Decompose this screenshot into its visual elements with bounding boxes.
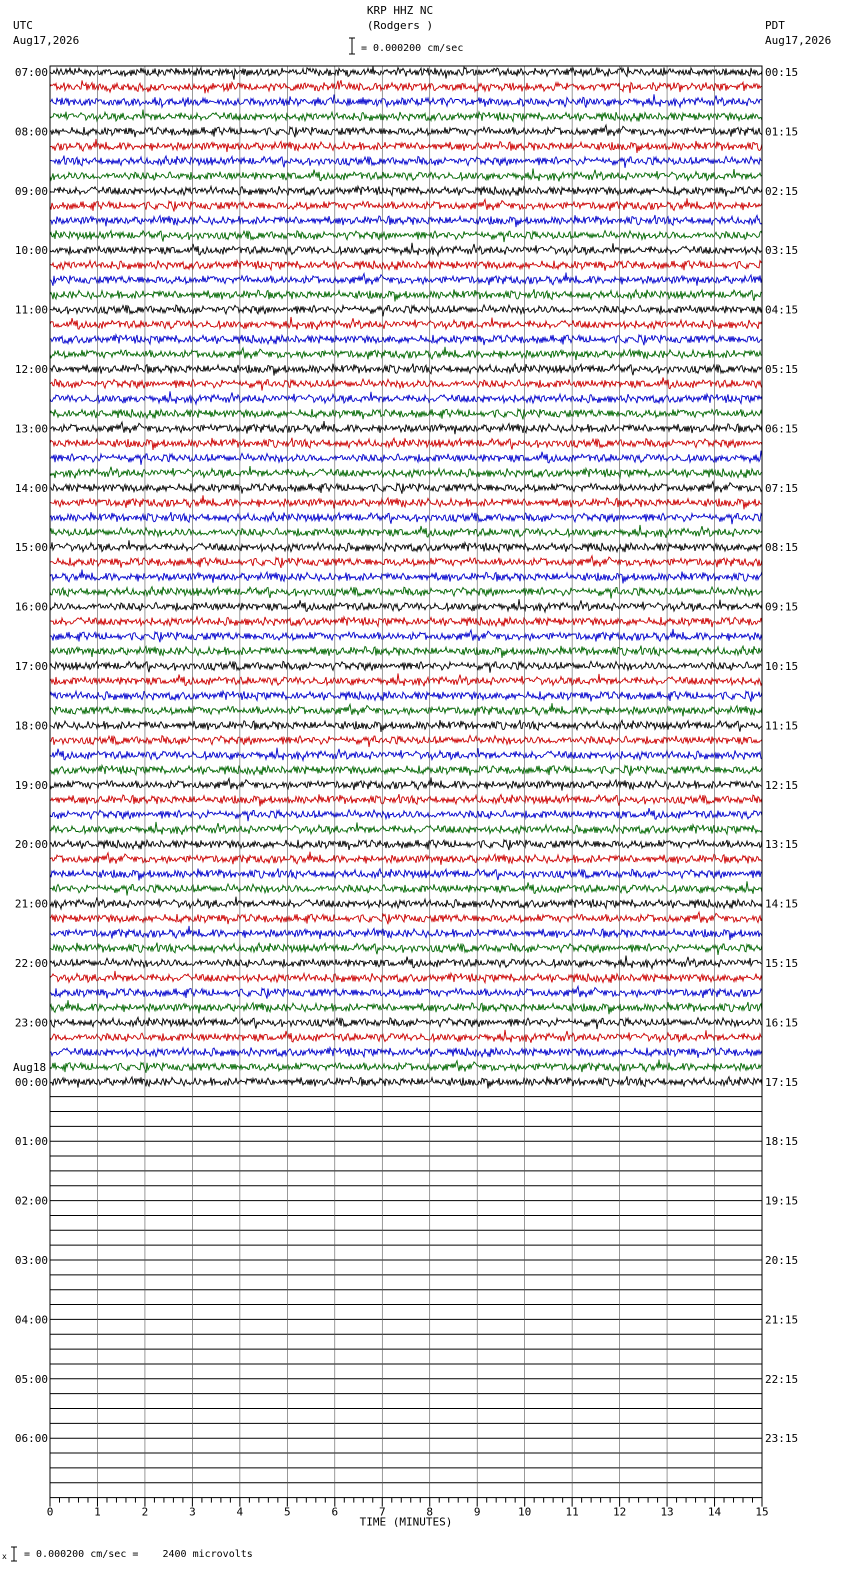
- x-tick-label: 14: [707, 1505, 722, 1519]
- seismic-trace: [50, 570, 762, 584]
- seismic-trace: [50, 703, 762, 716]
- utc-hour-label: 05:00: [14, 1372, 48, 1386]
- seismic-trace: [50, 482, 762, 494]
- pdt-hour-label: 04:15: [765, 303, 799, 317]
- seismic-trace: [50, 868, 762, 880]
- pdt-hour-label: 17:15: [765, 1075, 799, 1089]
- seismic-trace: [50, 66, 762, 79]
- utc-hour-label: 08:00: [14, 125, 48, 139]
- pdt-hour-label: 16:15: [765, 1016, 799, 1030]
- seismic-trace: [50, 808, 762, 821]
- x-tick-label: 12: [612, 1505, 627, 1519]
- seismic-trace: [50, 673, 762, 686]
- utc-hour-label: 03:00: [14, 1254, 48, 1267]
- seismic-trace: [50, 881, 762, 895]
- seismic-trace: [50, 691, 762, 702]
- seismic-trace: [50, 777, 762, 790]
- seismic-trace: [50, 599, 762, 612]
- utc-hour-label: 22:00: [14, 957, 48, 970]
- pdt-hour-label: 07:15: [765, 481, 799, 495]
- seismic-trace: [50, 986, 762, 998]
- pdt-hour-label: 20:15: [765, 1254, 799, 1267]
- pdt-hour-label: 14:15: [765, 897, 799, 911]
- seismic-trace: [50, 661, 762, 672]
- utc-hour-label: 21:00: [14, 897, 48, 911]
- seismic-trace: [50, 169, 762, 182]
- x-tick-label: 15: [755, 1505, 769, 1519]
- pdt-hour-label: 22:15: [765, 1372, 799, 1386]
- seismic-trace: [50, 840, 762, 850]
- pdt-hour-label: 19:15: [765, 1194, 799, 1208]
- utc-hour-label: 16:00: [14, 600, 48, 614]
- pdt-hour-label: 00:15: [765, 66, 799, 79]
- seismic-trace: [50, 512, 762, 524]
- seismic-trace: [50, 1048, 762, 1058]
- seismic-trace: [50, 421, 762, 434]
- utc-hour-label: 09:00: [14, 184, 48, 198]
- pdt-hour-label: 09:15: [765, 600, 799, 614]
- seismic-trace: [50, 364, 762, 376]
- footer-scale-note: = 0.000200 cm/sec = 2400 microvolts: [24, 1549, 253, 1560]
- seismic-trace: [50, 1017, 762, 1029]
- pdt-hour-label: 23:15: [765, 1432, 799, 1446]
- seismic-trace: [50, 273, 762, 286]
- x-tick-label: 1: [94, 1505, 101, 1519]
- station-location: (Rodgers ): [366, 19, 434, 32]
- seismic-trace: [50, 912, 762, 924]
- pdt-hour-label: 02:15: [765, 184, 799, 198]
- seismic-trace: [50, 261, 762, 271]
- seismic-trace: [50, 1060, 762, 1073]
- x-tick-label: 13: [660, 1505, 674, 1519]
- seismic-trace: [50, 629, 762, 642]
- pdt-hour-label: 08:15: [765, 541, 799, 555]
- x-tick-label: 7: [378, 1505, 386, 1519]
- seismic-trace: [50, 198, 762, 211]
- x-axis-label: TIME (MINUTES): [359, 1515, 453, 1529]
- seismic-trace: [50, 794, 762, 806]
- seismic-trace: [50, 243, 762, 256]
- utc-hour-label: 10:00: [14, 244, 48, 258]
- x-tick-label: 8: [426, 1505, 434, 1519]
- utc-hour-label: 17:00: [14, 660, 48, 673]
- utc-hour-label: 14:00: [14, 481, 48, 495]
- utc-hour-label: 01:00: [14, 1135, 48, 1149]
- x-tick-label: 2: [141, 1505, 149, 1519]
- utc-hour-label: 20:00: [14, 838, 48, 852]
- seismic-trace: [50, 617, 762, 627]
- seismic-trace: [50, 748, 762, 761]
- seismic-trace: [50, 80, 762, 93]
- pdt-hour-label: 21:15: [765, 1313, 799, 1327]
- seismic-trace: [50, 451, 762, 465]
- seismic-trace: [50, 1076, 762, 1088]
- right-timezone: PDT: [765, 19, 785, 32]
- seismic-trace: [50, 1030, 762, 1043]
- utc-hour-label: 11:00: [14, 303, 48, 317]
- seismic-trace: [50, 587, 762, 599]
- pdt-hour-label: 13:15: [765, 838, 799, 852]
- seismic-trace: [50, 125, 762, 137]
- left-date: Aug17,2026: [13, 34, 80, 47]
- pdt-hour-label: 10:15: [765, 660, 799, 673]
- seismic-trace: [50, 956, 762, 969]
- seismic-trace: [50, 525, 762, 538]
- pdt-hour-label: 11:15: [765, 719, 799, 733]
- x-tick-label: 4: [236, 1505, 244, 1519]
- pdt-hour-label: 03:15: [765, 244, 799, 258]
- seismic-trace: [50, 971, 762, 983]
- scale-label: = 0.000200 cm/sec: [361, 43, 464, 54]
- seismic-trace: [50, 289, 762, 301]
- station-title: KRP HHZ NC: [366, 4, 434, 17]
- utc-hour-label: 07:00: [14, 66, 48, 79]
- seismic-trace: [50, 230, 762, 242]
- seismic-trace: [50, 765, 762, 775]
- seismic-trace: [50, 347, 762, 360]
- x-tick-label: 3: [189, 1505, 196, 1519]
- utc-hour-label: 04:00: [14, 1313, 48, 1327]
- utc-hour-label: 19:00: [14, 778, 48, 792]
- utc-hour-label: 06:00: [14, 1432, 48, 1446]
- footer-marker: x: [2, 1552, 7, 1561]
- seismic-trace: [50, 852, 762, 865]
- x-tick-label: 6: [331, 1505, 339, 1519]
- left-timezone: UTC: [13, 19, 33, 32]
- utc-hour-label: 12:00: [14, 363, 48, 376]
- x-tick-label: 5: [284, 1505, 291, 1519]
- seismic-trace: [50, 186, 762, 196]
- seismic-trace: [50, 736, 762, 748]
- seismic-trace: [50, 139, 762, 153]
- utc-hour-label: 00:00: [14, 1075, 48, 1089]
- seismic-trace: [50, 540, 762, 552]
- utc-hour-label: 23:00: [14, 1016, 48, 1030]
- seismic-trace: [50, 156, 762, 168]
- seismic-trace: [50, 110, 762, 122]
- seismic-trace: [50, 94, 762, 107]
- utc-hour-label: 02:00: [14, 1194, 48, 1208]
- seismic-trace: [50, 378, 762, 391]
- seismic-trace: [50, 335, 762, 345]
- x-tick-label: 9: [473, 1505, 481, 1519]
- seismic-trace: [50, 822, 762, 835]
- date-change-label: Aug18: [13, 1060, 47, 1074]
- pdt-hour-label: 15:15: [765, 957, 799, 970]
- seismic-trace: [50, 943, 762, 955]
- seismic-trace: [50, 1000, 762, 1014]
- pdt-hour-label: 01:15: [765, 125, 799, 139]
- seismic-trace: [50, 926, 762, 940]
- seismic-trace: [50, 438, 762, 450]
- pdt-hour-label: 06:15: [765, 422, 799, 436]
- seismic-trace: [50, 305, 762, 316]
- utc-hour-label: 18:00: [14, 719, 48, 733]
- seismic-trace: [50, 646, 762, 658]
- seismic-trace: [50, 409, 762, 419]
- seismic-trace: [50, 391, 762, 404]
- pdt-hour-label: 05:15: [765, 363, 799, 376]
- x-tick-label: 10: [518, 1505, 532, 1519]
- utc-hour-label: 15:00: [14, 541, 48, 555]
- utc-hour-label: 13:00: [14, 422, 48, 436]
- seismic-trace: [50, 897, 762, 909]
- seismic-trace: [50, 317, 762, 330]
- seismic-trace: [50, 495, 762, 509]
- right-date: Aug17,2026: [765, 34, 832, 47]
- seismic-trace: [50, 556, 762, 568]
- seismic-trace: [50, 215, 762, 227]
- pdt-hour-label: 18:15: [765, 1135, 799, 1149]
- x-tick-label: 0: [46, 1505, 54, 1519]
- seismic-trace: [50, 720, 762, 732]
- pdt-hour-label: 12:15: [765, 778, 799, 792]
- seismic-trace: [50, 466, 762, 478]
- x-tick-label: 11: [565, 1505, 579, 1519]
